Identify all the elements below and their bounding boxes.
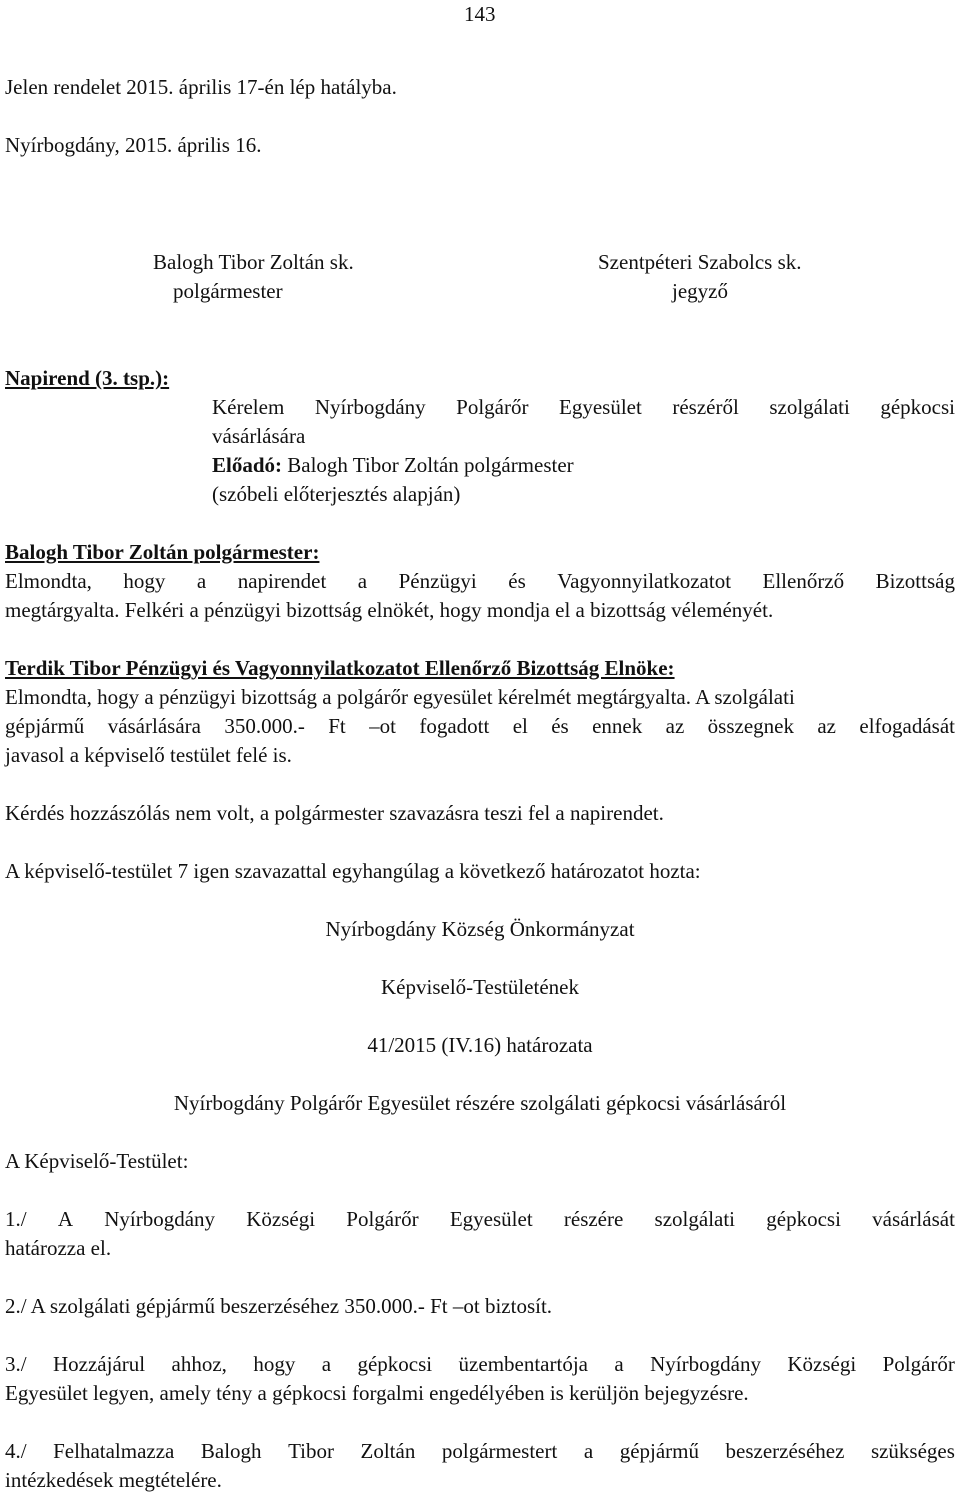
word: Polgárőr (346, 1207, 419, 1231)
word: napirendet (237, 569, 327, 593)
word: vásárlását (872, 1207, 955, 1231)
word: gépkocsi (357, 1352, 433, 1376)
point2: 2./ A szolgálati gépjármű beszerzéséhez 350.000.- Ft –ot biztosít. (5, 1294, 553, 1318)
word: Vagyonnyilatkozatot (557, 569, 732, 593)
place-date: Nyírbogdány, 2015. április 16. (5, 133, 262, 157)
signature-left-title: polgármester (173, 279, 283, 303)
word: gépkocsi (766, 1207, 841, 1231)
word: Községi (246, 1207, 316, 1231)
speaker1-heading: Balogh Tibor Zoltán polgármester: (5, 540, 320, 564)
point4-line1 (5, 1437, 955, 1466)
word: Nyírbogdány (104, 1207, 216, 1231)
resolution-number: 41/2015 (IV.16) határozata (367, 1033, 593, 1057)
word: a (321, 1352, 332, 1376)
resolution-addressee: A Képviselő-Testület: (5, 1149, 189, 1173)
word: üzembentartója (458, 1352, 588, 1376)
word: el (512, 714, 528, 738)
word: Községi (787, 1352, 857, 1376)
word: 350.000.- (224, 714, 305, 738)
word: részére (563, 1207, 624, 1231)
point3-line1 (5, 1350, 955, 1379)
presenter-name: Balogh Tibor Zoltán polgármester (282, 453, 574, 477)
word: 1./ (5, 1207, 27, 1231)
word: elfogadását (859, 714, 955, 738)
word: ennek (592, 714, 643, 738)
word: Tibor (288, 1439, 334, 1463)
agenda-title-line2: vásárlására (212, 424, 306, 448)
page-number: 143 (464, 2, 496, 26)
signature-left-name: Balogh Tibor Zoltán sk. (153, 250, 354, 274)
word: Nyírbogdány (650, 1352, 761, 1376)
word: Bizottság (875, 569, 955, 593)
word: az (665, 714, 685, 738)
word: hogy (123, 569, 166, 593)
word: Hozzájárul (53, 1352, 146, 1376)
word: gépjármű (619, 1439, 699, 1463)
point4-line2: intézkedések megtételére. (5, 1468, 222, 1492)
signature-right-title: jegyző (672, 279, 728, 303)
point1-line2: határozza el. (5, 1236, 112, 1260)
point1-line1 (5, 1205, 955, 1234)
speaker2-line3: javasol a képviselő testület felé is. (5, 743, 292, 767)
word: összegnek (707, 714, 794, 738)
resolution-subject: Nyírbogdány Polgárőr Egyesület részére szolgálati gépkocsi vásárlásáról (173, 1091, 787, 1115)
word: 4./ (5, 1439, 27, 1463)
word: beszerzéséhez (725, 1439, 845, 1463)
word: gépjármű (5, 714, 85, 738)
word: szolgálati (654, 1207, 736, 1231)
speaker2-line1: Elmondta, hogy a pénzügyi bizottság a polgárőr egyesület kérelmét megtárgyalta. A szolgálati (5, 685, 795, 709)
questions-line: Kérdés hozzászólás nem volt, a polgármester szavazásra teszi fel a napirendet. (5, 801, 664, 825)
speaker2-line2 (5, 712, 955, 741)
effective-date-line: Jelen rendelet 2015. április 17-én lép hatályba. (5, 75, 397, 99)
word: a (614, 1352, 624, 1376)
word: az (817, 714, 836, 738)
word: polgármestert (441, 1439, 558, 1463)
speaker2-heading: Terdik Tibor Pénzügyi és Vagyonnyilatkozatot Ellenőrző Bizottság Elnöke: (5, 656, 675, 680)
word: és (508, 569, 526, 593)
word: Ft (328, 714, 346, 738)
word: és (551, 714, 569, 738)
point3-line2: Egyesület legyen, amely tény a gépkocsi forgalmi engedélyében is kerüljön bejegyzésre. (5, 1381, 749, 1405)
presenter-label: Előadó: (212, 453, 283, 477)
resolution-board: Képviselő-Testületének (381, 975, 579, 999)
speaker1-line1 (5, 567, 955, 596)
speaker1-line2: megtárgyalta. Felkéri a pénzügyi bizottság elnökét, hogy mondja el a bizottság véleményét. (5, 598, 774, 622)
word: Balogh (200, 1439, 262, 1463)
word: fogadott (419, 714, 490, 738)
word: Pénzügyi (398, 569, 477, 593)
word: hogy (253, 1352, 296, 1376)
vote-line: A képviselő-testület 7 igen szavazattal egyhangúlag a következő határozatot hozta: (5, 859, 701, 883)
word: Felhatalmazza (53, 1439, 175, 1463)
word: a (583, 1439, 594, 1463)
word: A (57, 1207, 73, 1231)
agenda-presenter (212, 451, 574, 480)
word: 3./ (5, 1352, 27, 1376)
word: Egyesület (449, 1207, 533, 1231)
word: a (357, 569, 368, 593)
agenda-label: Napirend (3. tsp.): (5, 366, 170, 390)
word: Polgárőr (882, 1352, 955, 1376)
word: vásárlására (107, 714, 201, 738)
word: Elmondta, (5, 569, 92, 593)
word: Ellenőrző (762, 569, 845, 593)
word: ahhoz, (171, 1352, 227, 1376)
agenda-title-line1: Kérelem Nyírbogdány Polgárőr Egyesület részéről szolgálati gépkocsi (212, 395, 955, 419)
word: a (196, 569, 207, 593)
word: –ot (369, 714, 396, 738)
signature-right-name: Szentpéteri Szabolcs sk. (598, 250, 802, 274)
resolution-body: Nyírbogdány Község Önkormányzat (325, 917, 635, 941)
word: szükséges (870, 1439, 955, 1463)
word: Zoltán (360, 1439, 416, 1463)
agenda-basis: (szóbeli előterjesztés alapján) (212, 482, 461, 506)
